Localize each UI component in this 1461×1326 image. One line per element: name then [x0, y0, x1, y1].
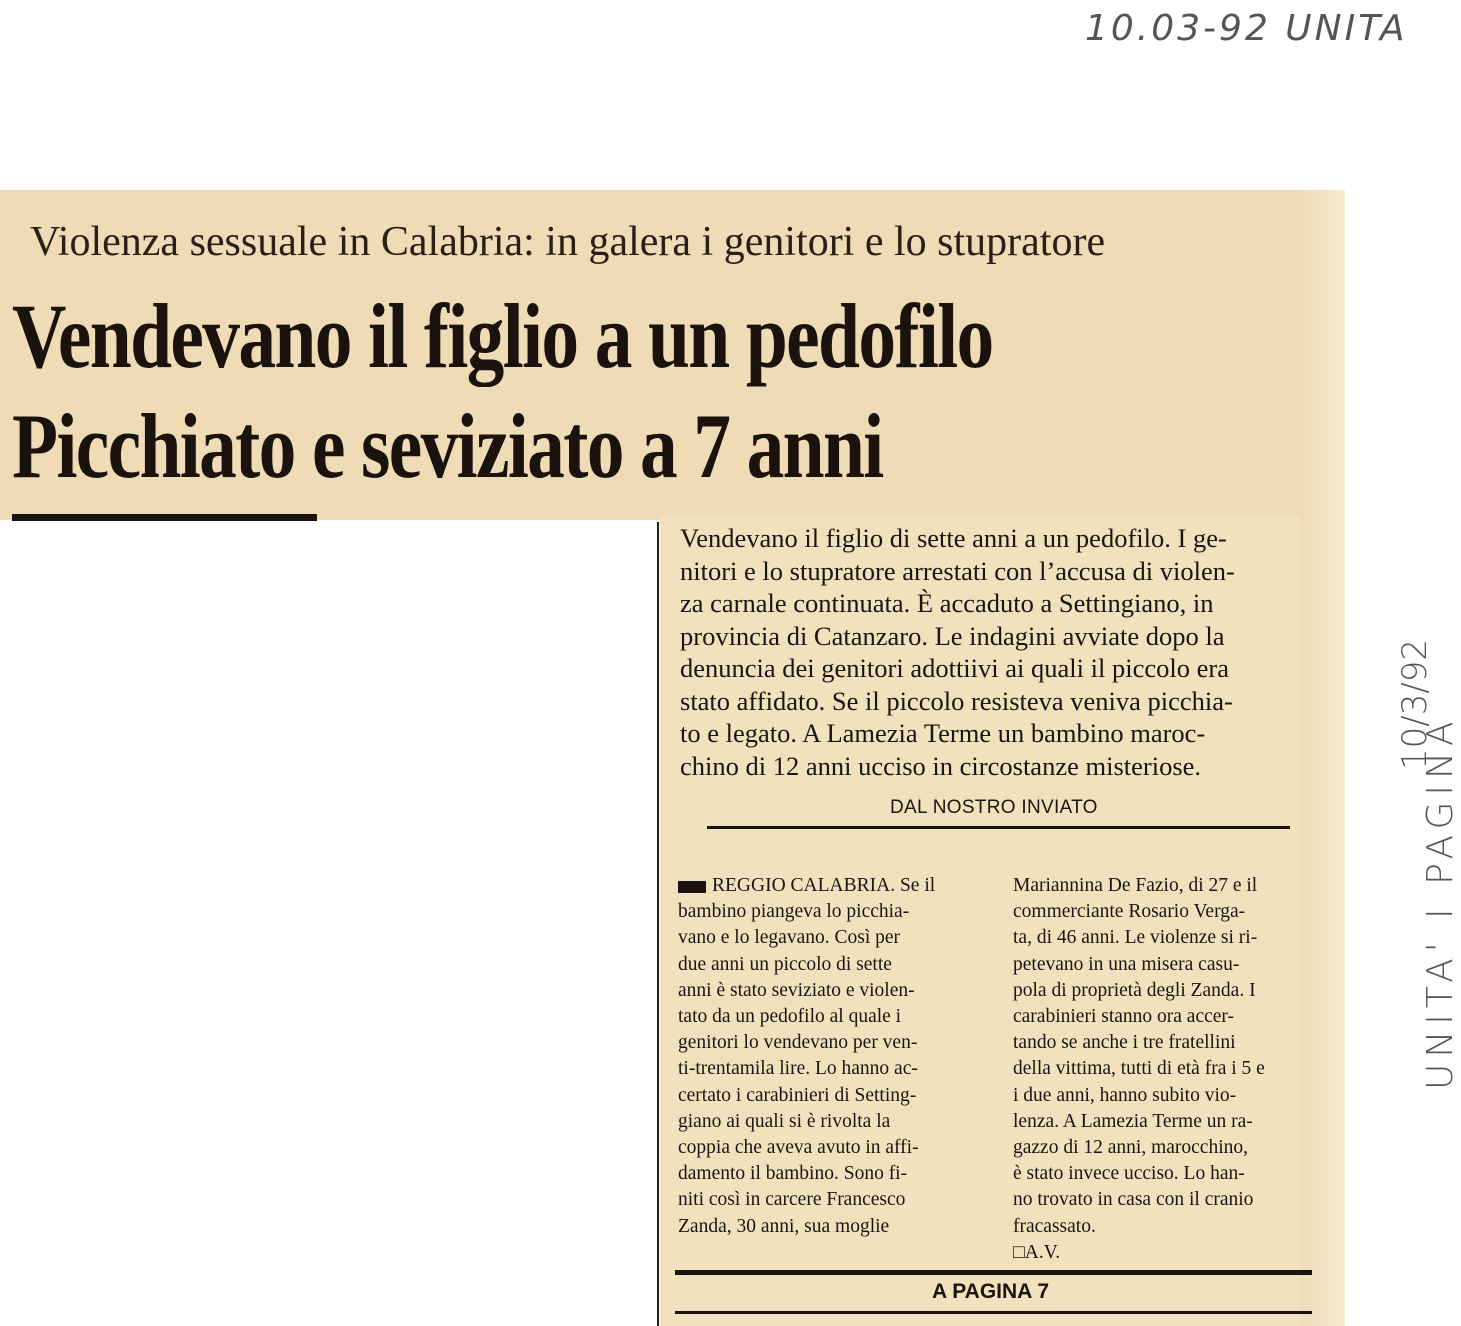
column-a-line: Zanda, 30 anni, sua moglie [678, 1215, 890, 1237]
column-a-line: coppia che aveva avuto in affi- [678, 1137, 919, 1159]
handwritten-side-date: 10/3/92 [1395, 638, 1435, 770]
handwritten-date: 10.03-92 UNITA [1085, 8, 1408, 49]
column-b-line: tando se anche i tre fratellini [1013, 1032, 1236, 1054]
summary-line: to e legato. A Lamezia Terme un bambino maroc- [680, 718, 1206, 748]
column-a-line: anni è stato seviziato e violen- [678, 979, 915, 1001]
summary-line: stato affidato. Se il piccolo resisteva veniva picchia- [680, 685, 1233, 716]
footer-rule-top [675, 1270, 1312, 1275]
column-b-line: è stato invece ucciso. Lo han- [1013, 1163, 1245, 1185]
column-a-line: bambino piangeva lo picchia- [678, 901, 910, 923]
footer-rule-bottom [675, 1311, 1312, 1314]
column-b-line: i due anni, hanno subito vio- [1013, 1084, 1237, 1106]
column-a-line: ti-trentamila lire. Lo hanno ac- [678, 1058, 918, 1080]
column-b-line: ta, di 46 anni. Le violenze si ri- [1013, 927, 1258, 949]
article-column-b [1013, 873, 1313, 1266]
column-b-line: no trovato in casa con il cranio [1013, 1189, 1254, 1211]
column-a-line: due anni un piccolo di sette [678, 953, 892, 975]
author-signoff: □A.V. [1013, 1241, 1061, 1263]
headline-underline [12, 514, 317, 521]
handwritten-side-note: UNITA' I PAGINA [1420, 715, 1461, 1090]
column-b-line: carabinieri stanno ora accer- [1013, 1006, 1235, 1028]
column-b-line: lenza. A Lamezia Terme un ra- [1013, 1110, 1253, 1132]
headline-line-1: Vendevano il figlio a un pedofilo [12, 285, 993, 387]
column-a-line: genitori lo vendevano per ven- [678, 1032, 918, 1054]
column-b-line: pola di proprietà degli Zanda. I [1013, 979, 1256, 1001]
column-b-line: petevano in una misera casu- [1013, 953, 1240, 975]
column-b-line: Mariannina De Fazio, di 27 e il [1013, 875, 1258, 896]
column-a-line: vano e lo legavano. Così per [678, 927, 901, 949]
column-a-line: certato i carabinieri di Setting- [678, 1084, 917, 1106]
article-kicker: Violenza sessuale in Calabria: in galera i genitori e lo stupratore [30, 219, 1106, 265]
column-a-line: REGGIO CALABRIA. Se il [678, 873, 978, 899]
article-summary [680, 522, 1320, 782]
column-a-line: niti così in carcere Francesco [678, 1189, 906, 1211]
headline-line-2: Picchiato e seviziato a 7 anni [12, 395, 883, 497]
dateline-marker [678, 881, 706, 893]
column-b-line: commerciante Rosario Verga- [1013, 901, 1246, 923]
summary-line: denuncia dei genitori adottiivi ai quali il piccolo era [680, 653, 1229, 683]
summary-line: za carnale continuata. È accaduto a Settingiano, in [680, 588, 1214, 618]
column-a-line: giano ai quali si è rivolta la [678, 1110, 891, 1132]
byline: DAL NOSTRO INVIATO [890, 797, 1098, 818]
column-b-line: della vittima, tutti di età fra i 5 e [1013, 1058, 1265, 1080]
column-divider [657, 522, 659, 1326]
page-reference: A PAGINA 7 [932, 1280, 1050, 1303]
byline-rule [707, 826, 1290, 829]
summary-line: chino di 12 anni ucciso in circostanze misteriose. [680, 750, 1202, 781]
column-a-line: damento il bambino. Sono fi- [678, 1163, 908, 1185]
column-a-line: tato da un pedofilo al quale i [678, 1006, 902, 1028]
summary-line: Vendevano il figlio di sette anni a un pedofilo. I ge- [680, 523, 1227, 553]
article-column-a [678, 873, 978, 1240]
column-b-line: gazzo di 12 anni, marocchino, [1013, 1137, 1248, 1159]
summary-line: provincia di Catanzaro. Le indagini avviate dopo la [680, 620, 1225, 651]
column-b-line: fracassato. [1013, 1215, 1096, 1237]
summary-line: nitori e lo stupratore arrestati con l’accusa di violen- [680, 555, 1235, 586]
